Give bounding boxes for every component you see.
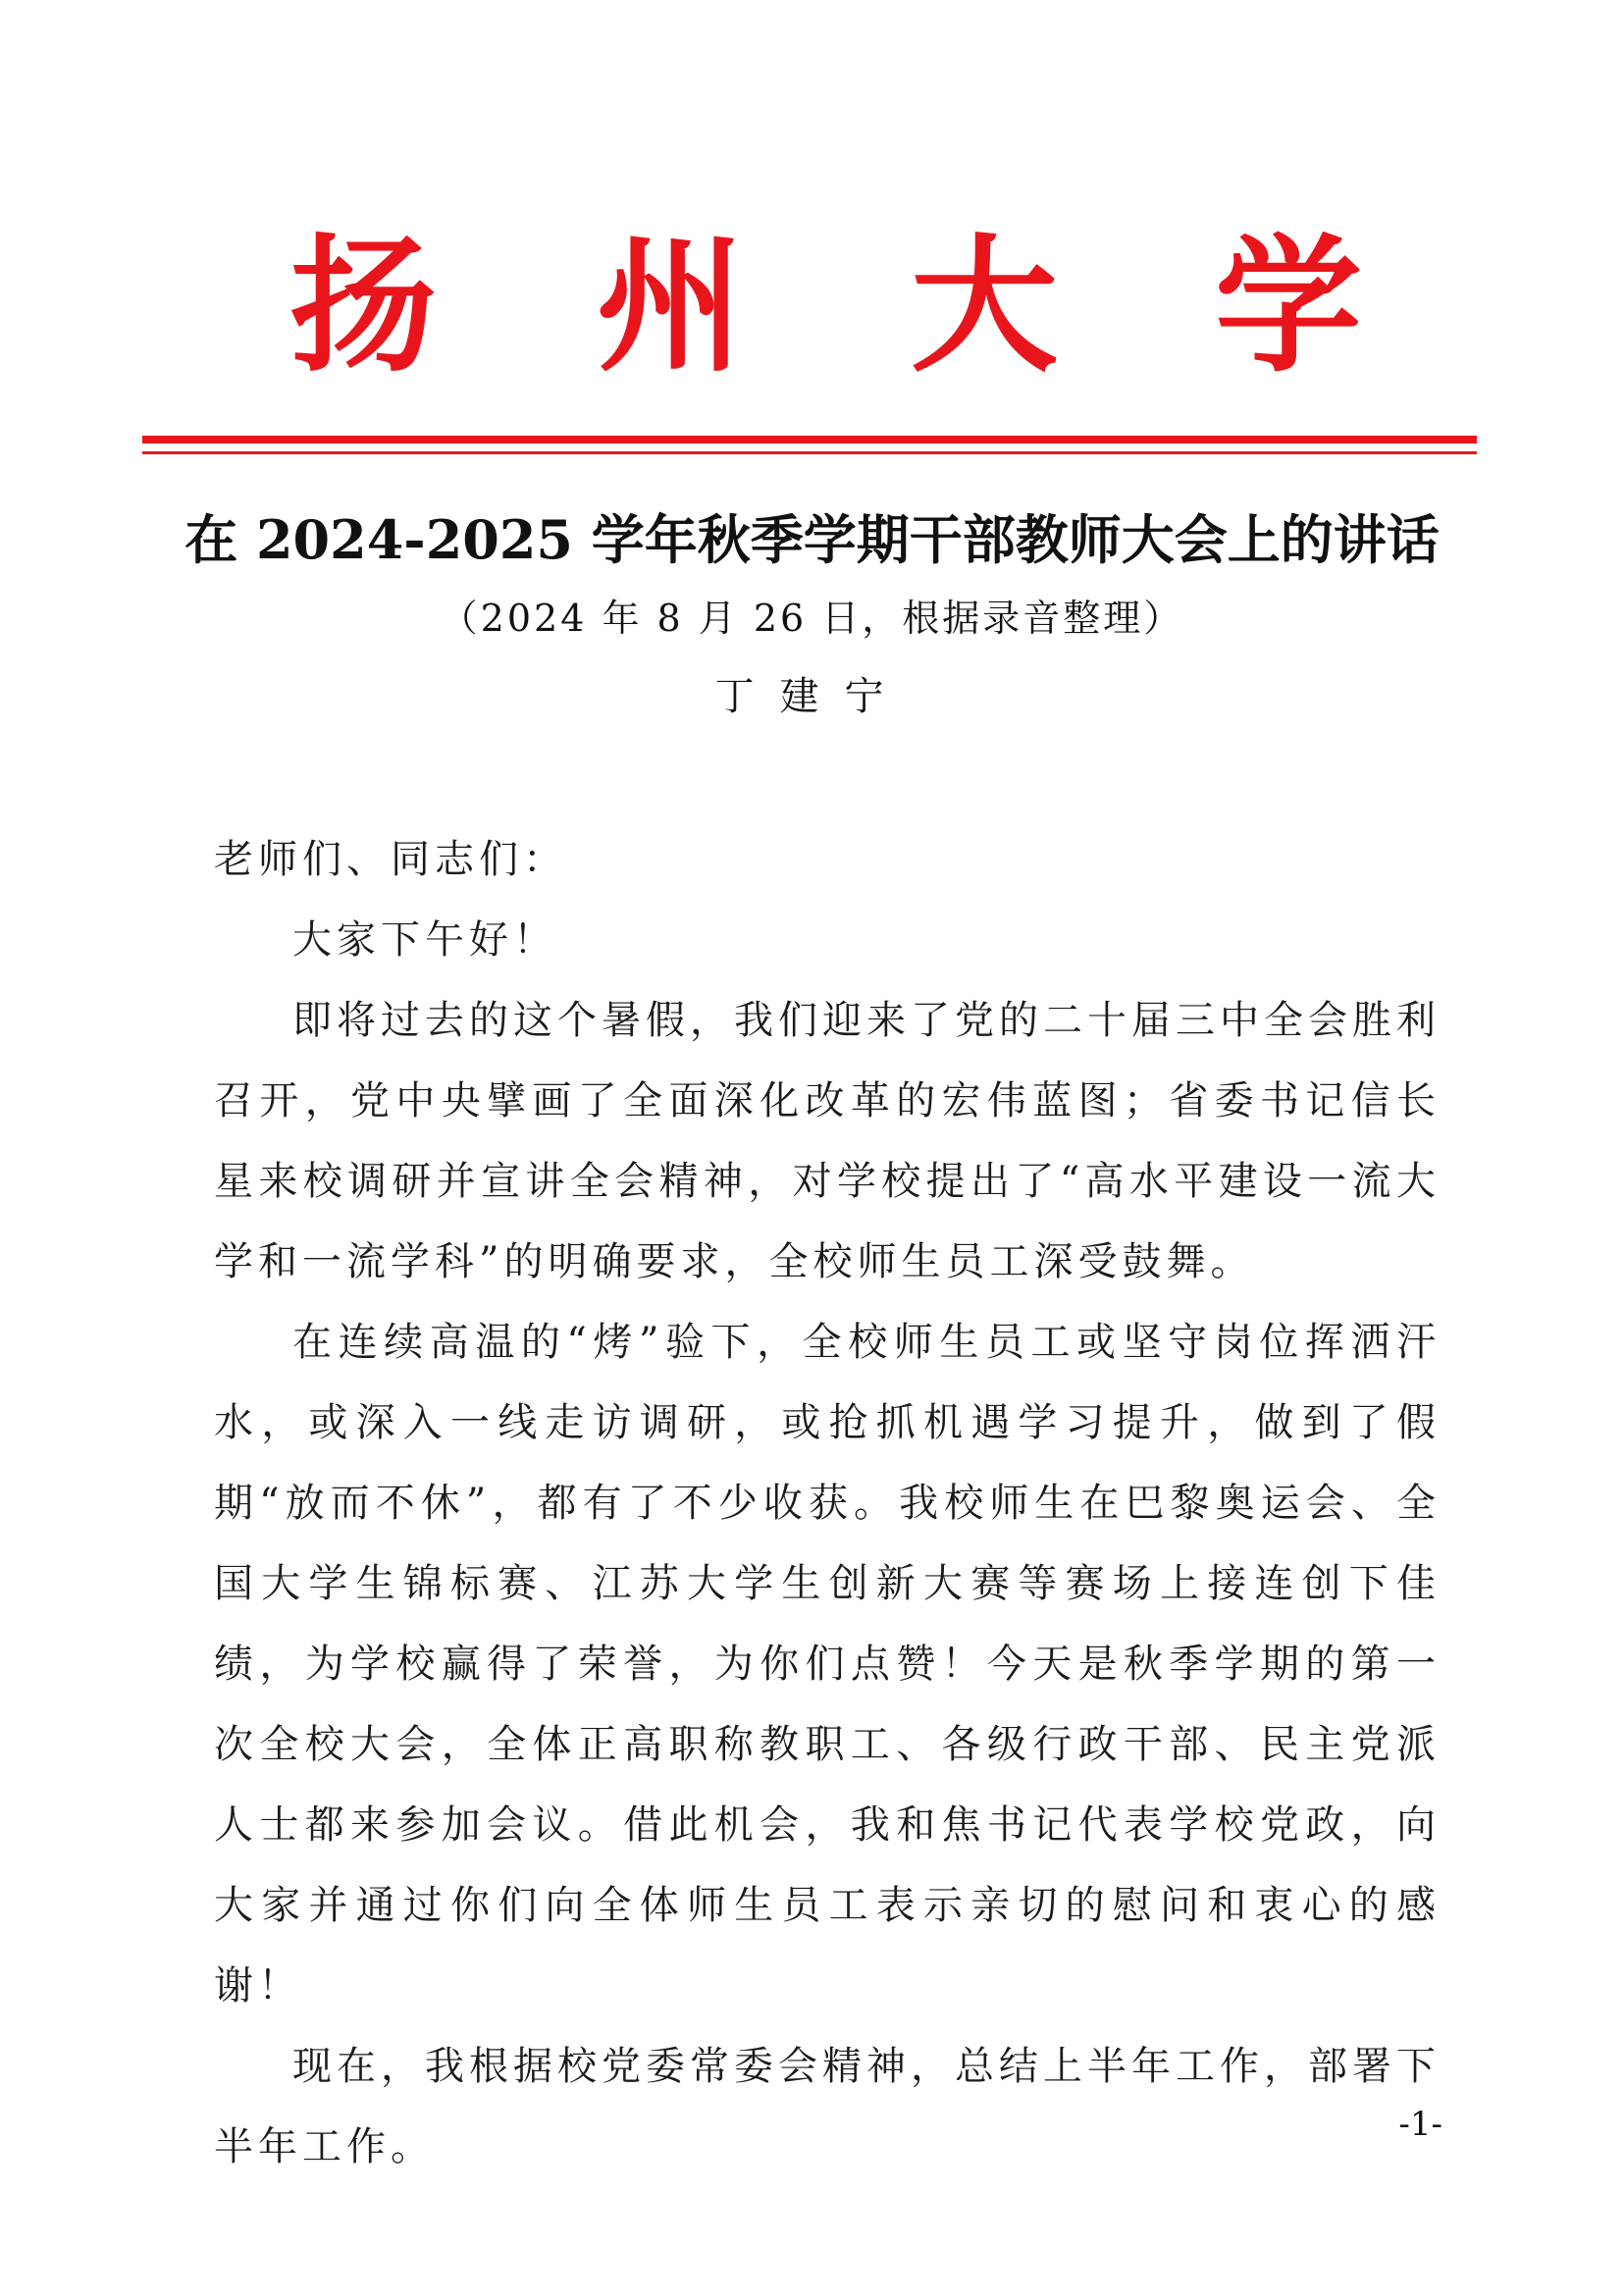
masthead-char-4: 学 [1215, 222, 1363, 392]
salutation: 老师们、同志们： [214, 837, 567, 882]
document-body [214, 819, 1441, 2187]
paragraph-1: 大家下午好！ [292, 917, 557, 963]
paragraph-3: 在连续高温的“烤”验下，全校师生员工或坚守岗位挥洒汗水，或深入一线走访调研，或抢抓机遇学习提升，做到了假期“放而不休”，都有了不少收获。我校师生在巴黎奥运会、全国大学生锦标赛、江苏大学生创新大赛等赛场上接连创下佳绩，为学校赢得了荣誉，为你们点赞！今天是秋季学期的第一次全校大会，全体正高职称教职工、各级行政干部、民主党派人士都来参加会议。借此机会，我和焦书记代表学校党政，向大家并通过你们向全体师生员工表示亲切的慰问和衷心的感谢！ [214, 1320, 1441, 2009]
masthead-university-name [0, 224, 1624, 420]
masthead-divider-thick [142, 436, 1477, 444]
document-subtitle: （2024 年 8 月 26 日，根据录音整理） [440, 597, 1184, 640]
masthead-char-3: 大 [911, 222, 1059, 392]
document-title: 在 2024-2025 学年秋季学期干部教师大会上的讲话 [184, 508, 1440, 571]
masthead-char-1: 扬 [289, 222, 438, 392]
paragraph-4: 现在，我根据校党委常委会精神，总结上半年工作，部署下半年工作。 [214, 2044, 1441, 2169]
paragraph-2: 即将过去的这个暑假，我们迎来了党的二十届三中全会胜利召开，党中央擘画了全面深化改革的宏伟蓝图；省委书记信长星来校调研并宣讲全会精神，对学校提出了“高水平建设一流大学和一流学科”的明确要求，全校师生员工深受鼓舞。 [214, 998, 1441, 1284]
document-author: 丁建宁 [714, 674, 910, 719]
masthead-char-2: 州 [597, 222, 745, 392]
page-number: -1- [1398, 2105, 1442, 2144]
masthead-divider-thin [142, 451, 1477, 454]
